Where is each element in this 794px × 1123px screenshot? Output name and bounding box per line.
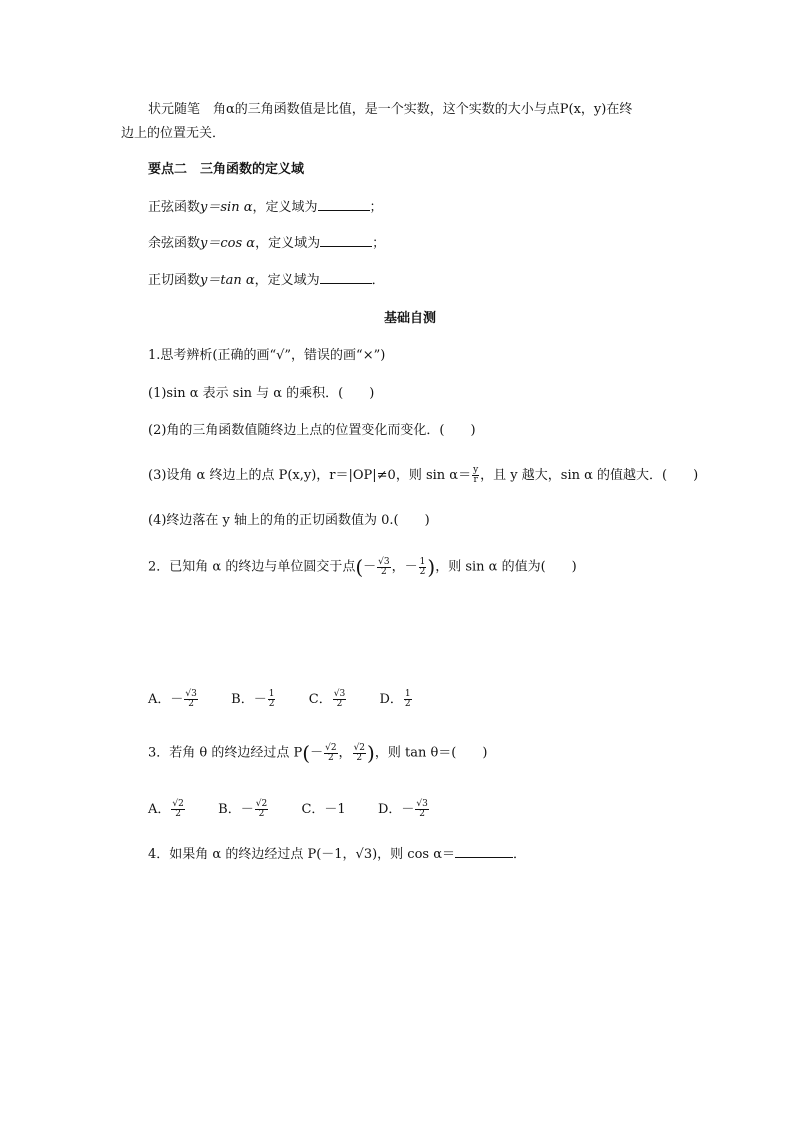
q4-answer-blank[interactable] [455,845,513,858]
fraction-numerator: y [473,465,479,475]
q3-point-x [324,744,337,763]
cos-domain-line [148,234,385,254]
note-line-1: 状元随笔 角α的三角函数值是比值，是一个实数，这个实数的大小与点P(x，y)在终 [148,102,633,117]
comma: ， [391,559,405,575]
q3-option-c[interactable]: C．－1 [301,802,346,817]
q3-stem-prefix: 3．若角 θ 的终边经过点 P [148,745,303,761]
fraction-denominator: 2 [258,809,265,819]
fraction-numerator: 1 [268,689,275,699]
option-label: D． [379,692,403,707]
note-line-2: 边上的位置无关． [121,126,226,141]
q1-stem: 1.思考辨析(正确的画“√”，错误的画“×”) [148,348,386,363]
sin-function: y＝sin α [200,200,253,215]
fraction-numerator: √3 [333,689,346,699]
q2-stem-suffix: ，则 sin α 的值为( ) [435,559,577,575]
option-fraction [184,690,197,709]
option-label: B． [231,692,254,707]
left-paren: ( [302,741,311,765]
option-fraction [415,800,428,819]
q3-option-a[interactable] [148,799,186,819]
q2-option-c[interactable] [308,689,347,709]
y-over-r-fraction [472,466,479,485]
q1-statement-3 [148,466,698,486]
q2-options [148,690,413,710]
q4-stem-prefix: 4．如果角 α 的终边经过点 P(－1，√3)，则 cos α＝ [148,847,455,862]
cos-function: y＝cos α [200,236,256,251]
q3-p1-sign: － [310,745,324,761]
q3-option-d[interactable] [377,799,430,819]
tan-end: ． [371,273,385,288]
q3-options [148,800,430,820]
option-fraction [268,690,276,709]
q1-s3-prefix: (3)设角 α 终边上的点 P(x,y)，r＝|OP|≠0，则 sin α＝ [148,468,472,483]
fraction-denominator: 2 [419,809,426,819]
fraction-numerator: √2 [255,799,268,809]
fraction-numerator: √3 [378,556,390,567]
q2-stem-prefix: 2．已知角 α 的终边与单位圆交于点 [148,559,356,575]
fraction-denominator: 2 [419,566,426,577]
sin-domain-line [148,198,383,218]
q2-stem [148,557,577,578]
q2-option-b[interactable] [231,689,276,709]
cos-domain-blank[interactable] [320,234,372,247]
sin-suffix: ，定义域为 [252,200,318,215]
fraction-numerator: 1 [404,689,411,699]
q4-end: ． [513,847,527,862]
option-fraction [255,800,268,819]
fraction-numerator: √2 [353,742,366,753]
fraction-numerator: √3 [416,799,428,809]
sin-end: ； [369,200,383,215]
fraction-denominator: 2 [404,699,411,709]
option-sign: － [401,802,415,817]
fraction-denominator: r [473,475,478,485]
q2-option-d[interactable] [379,689,412,709]
option-sign: － [253,692,267,707]
option-fraction [404,690,412,709]
cos-end: ； [372,236,386,251]
cos-prefix: 余弦函数 [148,236,201,251]
q2-option-a[interactable] [148,689,199,709]
q1-s3-suffix: ，且 y 越大，sin α 的值越大．( ) [480,468,699,483]
section-title: 基础自测 [384,311,437,326]
q1-statement-1: (1)sin α 表示 sin 与 α 的乘积．( ) [148,386,375,401]
tan-domain-line [148,271,385,291]
q2-point-y [419,558,427,577]
q2-p1-sign: － [363,559,377,575]
q1-statement-2: (2)角的三角函数值随终边上点的位置变化而变化．( ) [148,423,476,438]
sin-prefix: 正弦函数 [148,200,201,215]
option-label: D． [377,802,402,817]
keypoint-2-title: 要点二 三角函数的定义域 [148,162,305,177]
fraction-numerator: √2 [172,799,184,809]
option-label: C． [308,692,332,707]
q4-stem [148,845,526,865]
fraction-denominator: 2 [336,699,343,709]
fraction-denominator: 2 [327,752,334,763]
tan-function: y＝tan α [200,273,255,288]
fraction-denominator: 2 [381,566,387,577]
fraction-numerator: √3 [185,689,197,699]
left-paren: ( [355,555,364,579]
fraction-numerator: 1 [419,556,426,567]
option-fraction [171,800,184,819]
fraction-denominator: 2 [268,699,275,709]
option-label: A． [148,802,171,817]
right-paren: ) [427,555,436,579]
q3-stem [148,743,487,764]
option-sign: － [170,692,184,707]
right-paren: ) [367,741,375,765]
q3-point-y [353,744,366,763]
tan-prefix: 正切函数 [148,273,201,288]
q3-option-b[interactable] [218,799,269,819]
tan-domain-blank[interactable] [320,271,372,284]
option-label: B． [218,802,241,817]
q2-p2-sign: － [404,559,418,575]
sin-domain-blank[interactable] [318,198,370,211]
fraction-denominator: 2 [188,699,194,709]
q1-statement-4: (4)终边落在 y 轴上的角的正切函数值为 0.( ) [148,513,430,528]
fraction-numerator: √2 [325,742,337,753]
option-fraction [333,690,346,709]
cos-suffix: ，定义域为 [255,236,321,251]
tan-suffix: ，定义域为 [254,273,320,288]
comma: ， [338,745,352,761]
option-label: A． [148,692,171,707]
option-sign: － [240,802,254,817]
q2-point-x [377,558,390,577]
fraction-denominator: 2 [175,809,181,819]
q3-stem-suffix: ，则 tan θ＝( ) [374,745,488,761]
fraction-denominator: 2 [356,752,363,763]
